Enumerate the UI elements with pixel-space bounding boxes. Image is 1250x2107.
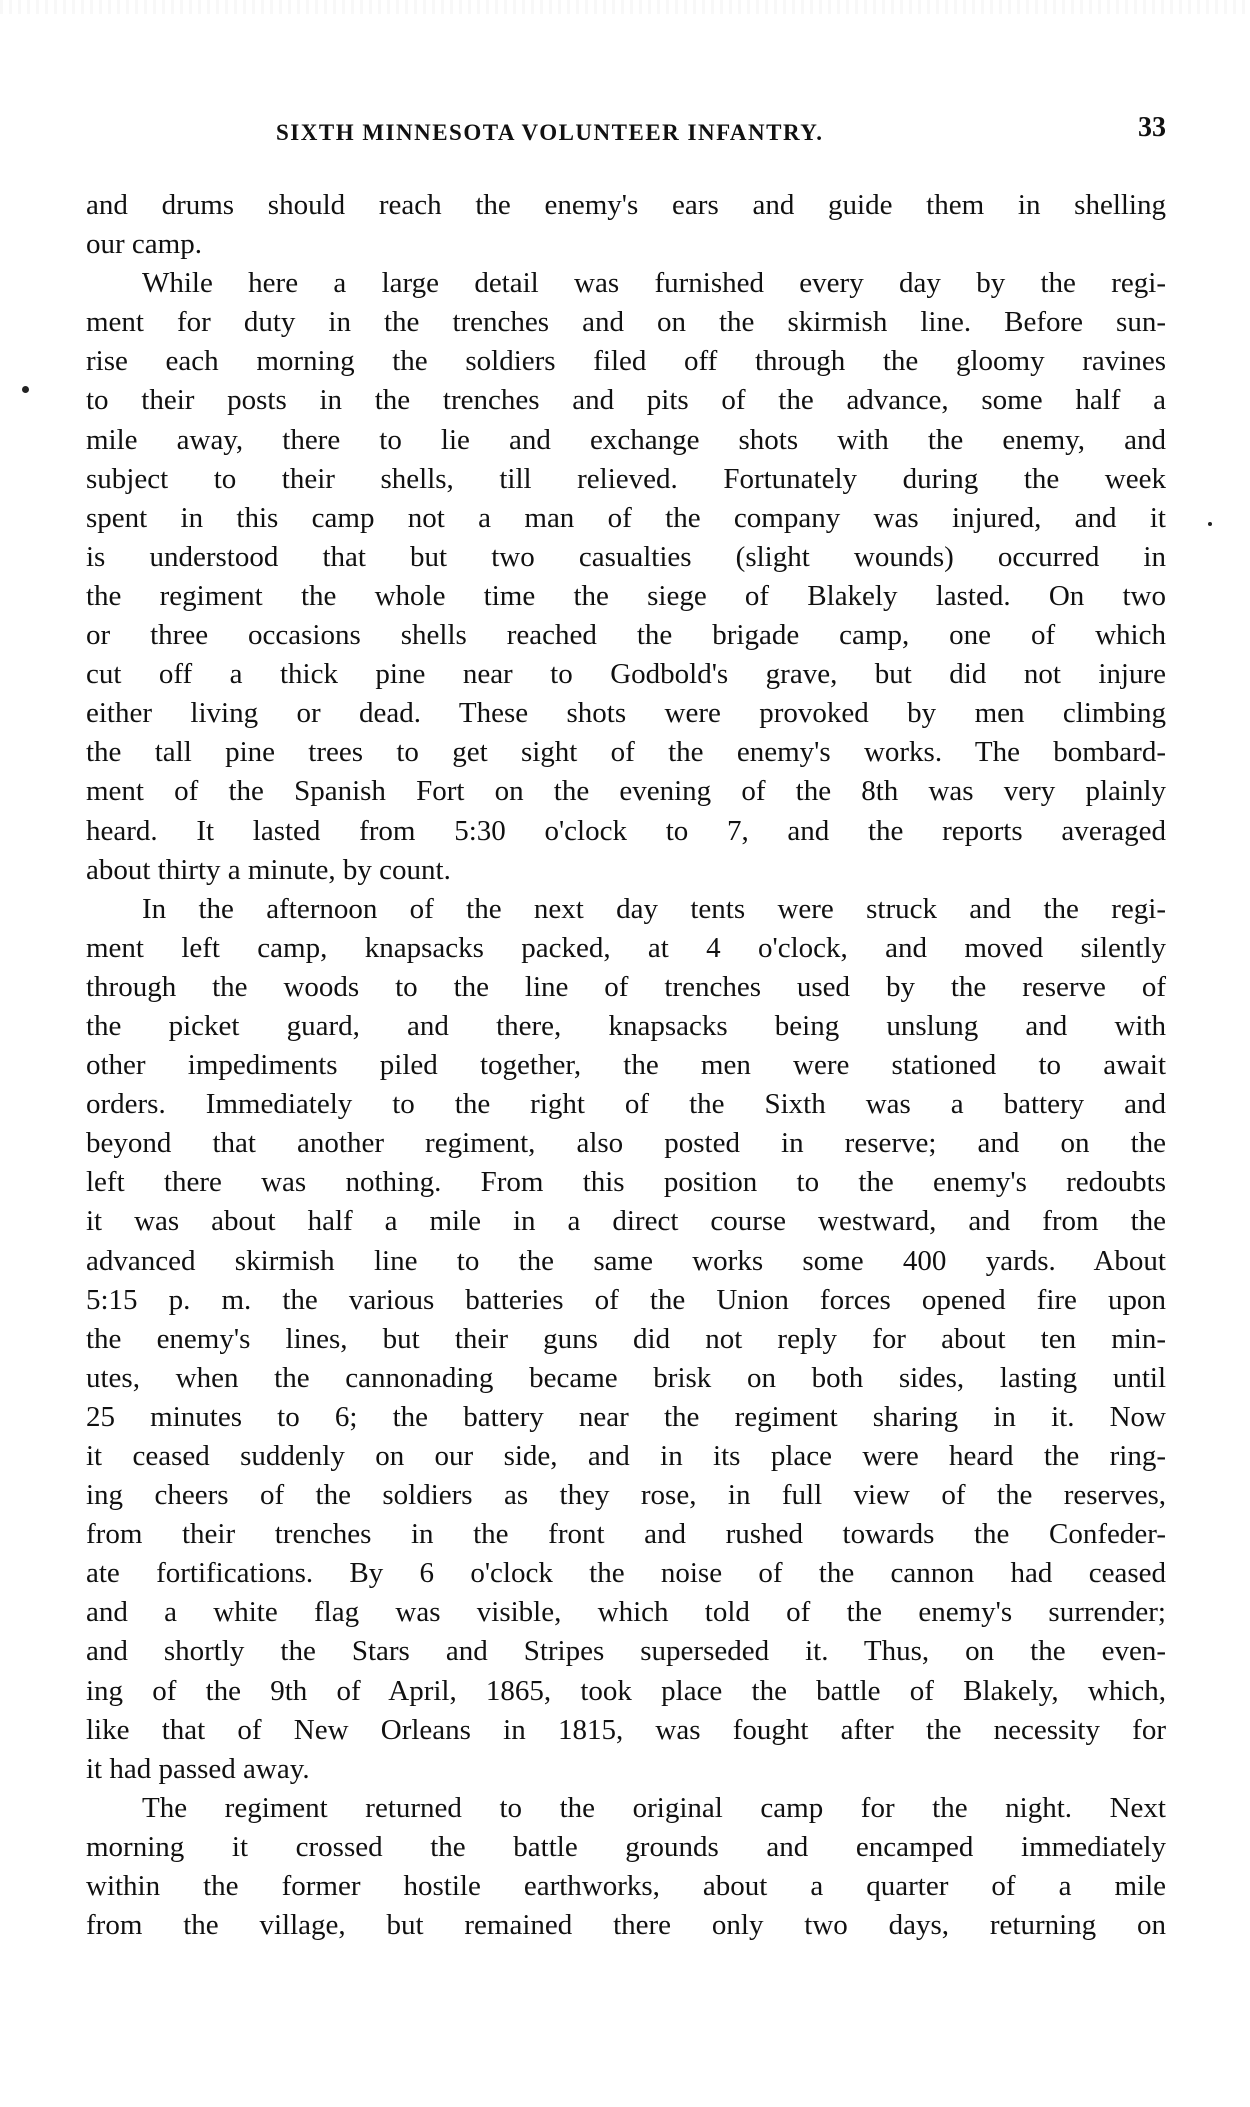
text-line: heard. It lasted from 5:30 o'clock to 7, and the reports averaged bbox=[86, 814, 1166, 847]
text-line: about thirty a minute, by count. bbox=[86, 853, 451, 886]
text-line: our camp. bbox=[86, 228, 202, 261]
text-line: from their trenches in the front and rushed towards the Confeder- bbox=[86, 1518, 1166, 1551]
text-line: from the village, but remained there only two days, returning on bbox=[86, 1909, 1166, 1942]
text-line: it had passed away. bbox=[86, 1752, 310, 1785]
text-line: beyond that another regiment, also posted in reserve; and on the bbox=[86, 1127, 1166, 1160]
text-line: like that of New Orleans in 1815, was fought after the necessity for bbox=[86, 1713, 1166, 1746]
text-line: ment for duty in the trenches and on the skirmish line. Before sun- bbox=[86, 306, 1166, 339]
text-line: within the former hostile earthworks, about a quarter of a mile bbox=[86, 1870, 1166, 1903]
text-line: advanced skirmish line to the same works some 400 yards. About bbox=[86, 1244, 1166, 1277]
text-line: ing of the 9th of April, 1865, took place the battle of Blakely, which, bbox=[86, 1674, 1166, 1707]
text-line: rise each morning the soldiers filed off through the gloomy ravines bbox=[86, 345, 1166, 378]
text-line: ing cheers of the soldiers as they rose, in full view of the reserves, bbox=[86, 1479, 1166, 1512]
running-head: SIXTH MINNESOTA VOLUNTEER INFANTRY. bbox=[276, 120, 824, 145]
text-line: either living or dead. These shots were provoked by men climbing bbox=[86, 697, 1166, 730]
page-header bbox=[86, 112, 1166, 152]
scan-edge bbox=[0, 0, 1250, 14]
text-line: ment left camp, knapsacks packed, at 4 o'clock, and moved silently bbox=[86, 931, 1166, 964]
text-line: is understood that but two casualties (slight wounds) occurred in bbox=[86, 540, 1166, 573]
text-line: orders. Immediately to the right of the Sixth was a battery and bbox=[86, 1088, 1166, 1121]
text-line: 5:15 p. m. the various batteries of the Union forces opened fire upon bbox=[86, 1283, 1166, 1316]
text-line: morning it crossed the battle grounds and encamped immediately bbox=[86, 1830, 1166, 1863]
text-line: While here a large detail was furnished every day by the regi- bbox=[142, 267, 1166, 300]
text-line: subject to their shells, till relieved. Fortunately during the week bbox=[86, 462, 1166, 495]
text-line: cut off a thick pine near to Godbold's grave, but did not injure bbox=[86, 658, 1166, 691]
text-line: ment of the Spanish Fort on the evening of the 8th was very plainly bbox=[86, 775, 1166, 808]
text-line: left there was nothing. From this position to the enemy's redoubts bbox=[86, 1166, 1166, 1199]
text-line: mile away, there to lie and exchange shots with the enemy, and bbox=[86, 423, 1166, 456]
text-line: and shortly the Stars and Stripes superseded it. Thus, on the even- bbox=[86, 1635, 1166, 1668]
text-line: and a white flag was visible, which told of the enemy's surrender; bbox=[86, 1596, 1166, 1629]
text-line: or three occasions shells reached the brigade camp, one of which bbox=[86, 619, 1166, 652]
text-line: and drums should reach the enemy's ears and guide them in shelling bbox=[86, 189, 1166, 221]
text-line: the regiment the whole time the siege of Blakely lasted. On two bbox=[86, 579, 1166, 612]
page-number: 33 bbox=[1138, 112, 1166, 143]
text-line: to their posts in the trenches and pits of the advance, some half a bbox=[86, 384, 1166, 417]
body-text bbox=[86, 186, 1166, 1945]
margin-mark bbox=[1208, 522, 1212, 526]
text-line: utes, when the cannonading became brisk on both sides, lasting until bbox=[86, 1361, 1166, 1394]
text-line: it ceased suddenly on our side, and in its place were heard the ring- bbox=[86, 1440, 1166, 1472]
text-line: other impediments piled together, the men were stationed to await bbox=[86, 1049, 1166, 1082]
text-line: the enemy's lines, but their guns did not reply for about ten min- bbox=[86, 1322, 1166, 1355]
text-line: it was about half a mile in a direct course westward, and from the bbox=[86, 1205, 1166, 1238]
text-line: ate fortifications. By 6 o'clock the noise of the cannon had ceased bbox=[86, 1557, 1166, 1590]
text-line: the picket guard, and there, knapsacks being unslung and with bbox=[86, 1009, 1166, 1042]
text-line: In the afternoon of the next day tents were struck and the regi- bbox=[142, 892, 1166, 925]
text-line: through the woods to the line of trenches used by the reserve of bbox=[86, 970, 1166, 1003]
text-line: The regiment returned to the original camp for the night. Next bbox=[142, 1791, 1166, 1824]
text-line: spent in this camp not a man of the company was injured, and it bbox=[86, 501, 1166, 534]
text-line: the tall pine trees to get sight of the enemy's works. The bombard- bbox=[86, 736, 1166, 769]
margin-mark bbox=[22, 386, 29, 393]
text-line: 25 minutes to 6; the battery near the regiment sharing in it. Now bbox=[86, 1400, 1166, 1433]
